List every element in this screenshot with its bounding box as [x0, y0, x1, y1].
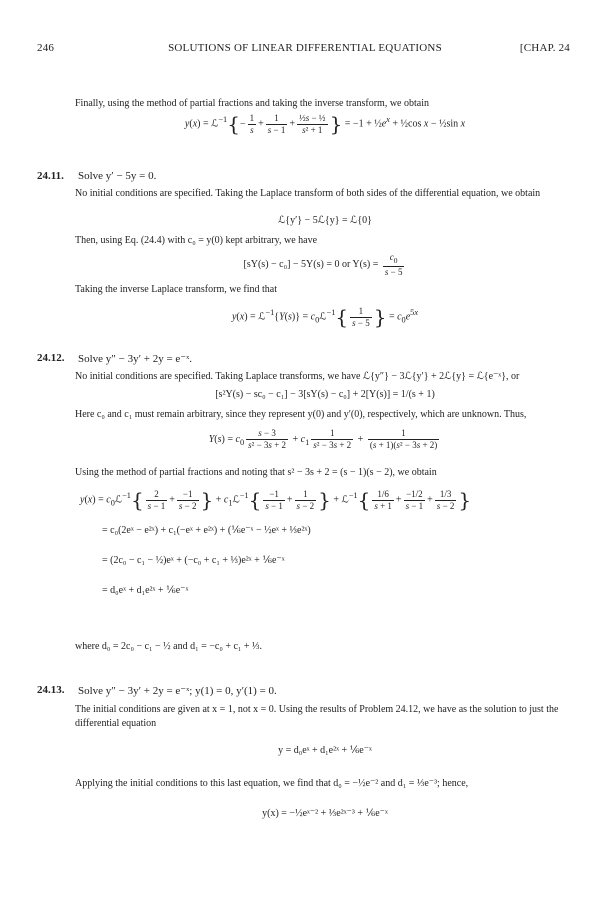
equation: y = d₀eˣ + d₁e²ˣ + ⅙e⁻ˣ: [278, 745, 372, 756]
equation: [sY(s) − c₀] − 5Y(s) = 0 or Y(s) = $\frac{c_0}{s - 5}$: [243, 252, 403, 277]
equation: y(x) = −½eˣ⁻² + ⅓e²ˣ⁻³ + ⅙e⁻ˣ: [262, 808, 388, 819]
equation: $Y(s) = c_0$ $\frac{s - 3}{\text{s² − 3s + 2}}$ + $c_1$ $\frac{1}{\text{s² − 3s + 2}}$ + $\frac{1}{\text{(s + 1)(s² − 3s + 2)}}$: [208, 428, 438, 450]
paragraph: where d₀ = 2c₀ − c₁ − ½ and d₁ = −c₀ + c₁ + ⅓.: [75, 641, 263, 652]
equation: y(x) = ℒ$^{-1}${Y(s)} = $c_0ℒ^{-1}${ $\frac{1}{s - 5}$ } = $c_0e^{5x}$: [231, 305, 419, 329]
problem-number: 24.12.: [37, 352, 65, 364]
problem-title: Solve y″ − 3y′ + 2y = e⁻ˣ; y(1) = 0, y′(1) = 0.: [78, 685, 277, 697]
equation-text: [sY(s) − c₀] − 5Y(s) = 0 or Y(s) =: [243, 259, 379, 271]
equation: [s²Y(s) − sc₀ − c₁] − 3[sY(s) − c₀] + 2[Y(s)] = 1/(s + 1): [215, 389, 435, 400]
derivation: [80, 486, 580, 601]
problem-number: 24.11.: [37, 170, 64, 182]
derivation-line: = d₀eˣ + d₁e²ˣ + ⅙e⁻ˣ: [102, 585, 189, 597]
intro-equation: y(x) = ℒ$^{-1}${− $\frac{1}{s}$ + $\frac{1}{s - 1}$ + $\frac{\text{½s − ½}}{\text{s² + 1}}$ } = $-1 + \frac{1}{2}e^x$ + ½cos x − ½sin x: [184, 112, 466, 136]
running-title: SOLUTIONS OF LINEAR DIFFERENTIAL EQUATIONS: [168, 42, 442, 54]
derivation-line: = (2c₀ − c₁ − ½)eˣ + (−c₀ + c₁ + ⅓)e²ˣ + ⅙e⁻ˣ: [102, 555, 285, 567]
derivation-line: = c₀(2eˣ − e²ˣ) + c₁(−eˣ + e²ˣ) + (⅙e⁻ˣ − ½eˣ + ⅓e²ˣ): [102, 525, 311, 537]
paragraph: Here c₀ and c₁ must remain arbitrary, since they represent y(0) and y′(0), respectively, which are unknown. Thus,: [75, 409, 527, 420]
paragraph: Taking the inverse Laplace transform, we find that: [75, 284, 278, 295]
paragraph: Using the method of partial fractions and noting that s² − 3s + 2 = (s − 1)(s − 2), we obtain: [75, 467, 437, 478]
intro-paragraph: Finally, using the method of partial fractions and taking the inverse transform, we obtain: [75, 98, 429, 109]
derivation-line: $y(x) = c_0ℒ^{-1}${ $\frac{2}{s - 1}$ + $\frac{-1}{s - 2}$ } + $c_1ℒ^{-1}${ $\frac{-1}{s - 1}$ + $\frac{1}{s - 2}$ } + ℒ$^{-1}${ $\frac{1/6}{s + 1}$ + $\frac{-1/2}{s - 1}$ + $\frac{1/3}{s - 2}$ }: [80, 488, 472, 513]
page-number: 246: [37, 42, 55, 54]
paragraph: The initial conditions are given at x = 1, not x = 0. Using the results of Problem 24.12, we have as the solution to just the differential equation: [75, 704, 559, 729]
paragraph: Applying the initial conditions to this last equation, we find that d₀ = −½e⁻² and d₁ = ⅓e⁻³; hence,: [75, 778, 469, 789]
paragraph: Then, using Eq. (24.4) with c₀ = y(0) kept arbitrary, we have: [75, 235, 318, 246]
problem-title: Solve y″ − 3y′ + 2y = e⁻ˣ.: [78, 353, 193, 365]
equation: ℒ{y′} − 5ℒ{y} = ℒ{0}: [278, 215, 372, 226]
problem-number: 24.13.: [37, 684, 65, 696]
problem-title: Solve y′ − 5y = 0.: [78, 170, 157, 182]
paragraph: No initial conditions are specified. Taking the Laplace transform of both sides of the differential equation, we obtain: [75, 188, 541, 199]
paragraph: No initial conditions are specified. Taking Laplace transforms, we have ℒ{y″} − 3ℒ{y′} + 2ℒ{y} = ℒ{e⁻ˣ}, or: [75, 371, 520, 382]
chapter-label: [CHAP. 24: [519, 42, 570, 54]
